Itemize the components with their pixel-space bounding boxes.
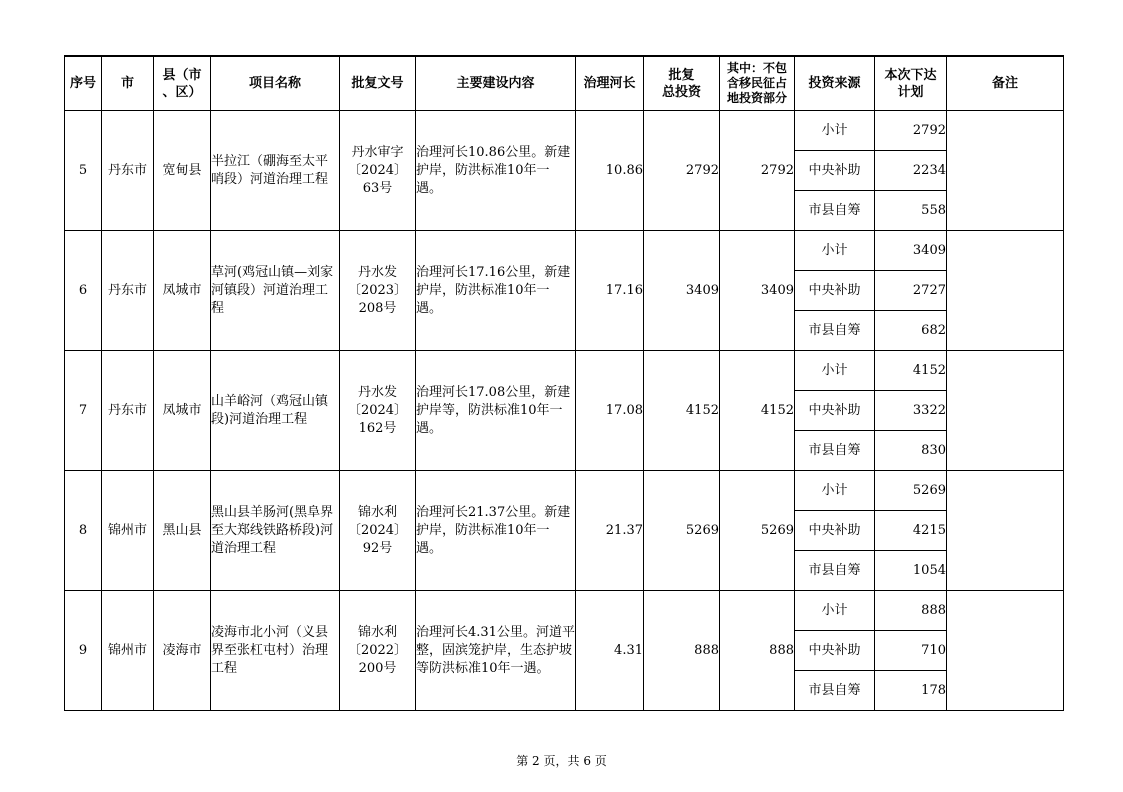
- cell-plan-amount: 2792: [875, 111, 947, 151]
- table-row: [65, 231, 1064, 271]
- table-body: [65, 111, 1064, 711]
- header-remark: 备注: [947, 56, 1064, 111]
- cell-remark: [947, 111, 1064, 231]
- project-table: [64, 55, 1064, 711]
- page-footer: 第 2 页，共 6 页: [516, 754, 607, 768]
- cell-approval-doc: 锦水利〔2022〕200号: [340, 591, 416, 711]
- header-county-text: 县（市 、区）: [162, 67, 202, 100]
- cell-project-name: 草河(鸡冠山镇—刘家河镇段）河道治理工程: [211, 231, 340, 351]
- cell-total-investment: 4152: [644, 351, 720, 471]
- header-content: 主要建设内容: [416, 56, 576, 111]
- cell-county: 黑山县: [154, 471, 211, 591]
- cell-source-label: 小计: [795, 231, 875, 271]
- cell-county: 凤城市: [154, 231, 211, 351]
- cell-source-label: 中央补助: [795, 631, 875, 671]
- cell-excluding-migration: 2792: [720, 111, 795, 231]
- cell-city: 丹东市: [102, 351, 154, 471]
- cell-source-label: 中央补助: [795, 271, 875, 311]
- cell-plan-amount: 558: [875, 191, 947, 231]
- cell-river-length: 17.16: [576, 231, 644, 351]
- cell-project-name: 半拉江（硼海至太平哨段）河道治理工程: [211, 111, 340, 231]
- header-seq: 序号: [65, 56, 102, 111]
- cell-plan-amount: 3409: [875, 231, 947, 271]
- cell-approval-doc: 丹水审字〔2024〕63号: [340, 111, 416, 231]
- cell-construction-content: 治理河长10.86公里。新建护岸，防洪标准10年一遇。: [416, 111, 576, 231]
- cell-source-label: 小计: [795, 111, 875, 151]
- header-excluding-migration: [720, 56, 795, 111]
- header-source: 投资来源: [795, 56, 875, 111]
- cell-total-investment: 888: [644, 591, 720, 711]
- cell-county: 凌海市: [154, 591, 211, 711]
- cell-plan-amount: 5269: [875, 471, 947, 511]
- cell-city: 丹东市: [102, 111, 154, 231]
- cell-plan-amount: 178: [875, 671, 947, 711]
- cell-source-label: 小计: [795, 351, 875, 391]
- cell-approval-doc: 丹水发〔2024〕162号: [340, 351, 416, 471]
- cell-construction-content: 治理河长17.16公里，新建护岸，防洪标准10年一遇。: [416, 231, 576, 351]
- table-row: [65, 471, 1064, 511]
- cell-remark: [947, 471, 1064, 591]
- cell-excluding-migration: 888: [720, 591, 795, 711]
- cell-river-length: 17.08: [576, 351, 644, 471]
- table-row: [65, 351, 1064, 391]
- cell-seq: 5: [65, 111, 102, 231]
- cell-construction-content: 治理河长17.08公里，新建护岸等，防洪标准10年一遇。: [416, 351, 576, 471]
- cell-city: 锦州市: [102, 471, 154, 591]
- cell-remark: [947, 591, 1064, 711]
- cell-plan-amount: 888: [875, 591, 947, 631]
- header-project: 项目名称: [211, 56, 340, 111]
- cell-source-label: 中央补助: [795, 511, 875, 551]
- cell-construction-content: 治理河长21.37公里。新建护岸，防洪标准10年一遇。: [416, 471, 576, 591]
- cell-project-name: 山羊峪河（鸡冠山镇段)河道治理工程: [211, 351, 340, 471]
- cell-plan-amount: 4215: [875, 511, 947, 551]
- cell-plan-amount: 710: [875, 631, 947, 671]
- cell-source-label: 中央补助: [795, 151, 875, 191]
- header-plan-text: 本次下达 计划: [884, 67, 937, 100]
- cell-seq: 8: [65, 471, 102, 591]
- cell-plan-amount: 2234: [875, 151, 947, 191]
- cell-seq: 7: [65, 351, 102, 471]
- cell-city: 丹东市: [102, 231, 154, 351]
- cell-plan-amount: 2727: [875, 271, 947, 311]
- table-row: [65, 591, 1064, 631]
- header-city: 市: [102, 56, 154, 111]
- cell-plan-amount: 3322: [875, 391, 947, 431]
- cell-source-label: 市县自筹: [795, 191, 875, 231]
- header-river-length: 治理河长: [576, 56, 644, 111]
- header-county: [154, 56, 211, 111]
- cell-source-label: 小计: [795, 591, 875, 631]
- header-total-investment-text: 批复 总投资: [661, 67, 701, 100]
- cell-construction-content: 治理河长4.31公里。河道平整，固滨笼护岸，生态护坡等防洪标准10年一遇。: [416, 591, 576, 711]
- cell-county: 凤城市: [154, 351, 211, 471]
- header-excluding-migration-text: 其中：不包 含移民征占 地投资部分: [726, 61, 787, 105]
- cell-excluding-migration: 5269: [720, 471, 795, 591]
- cell-total-investment: 3409: [644, 231, 720, 351]
- cell-plan-amount: 682: [875, 311, 947, 351]
- header-plan: [875, 56, 947, 111]
- cell-plan-amount: 4152: [875, 351, 947, 391]
- cell-county: 宽甸县: [154, 111, 211, 231]
- cell-seq: 9: [65, 591, 102, 711]
- header-total-investment: [644, 56, 720, 111]
- cell-source-label: 中央补助: [795, 391, 875, 431]
- cell-approval-doc: 丹水发〔2023〕208号: [340, 231, 416, 351]
- cell-total-investment: 5269: [644, 471, 720, 591]
- cell-source-label: 市县自筹: [795, 311, 875, 351]
- cell-plan-amount: 830: [875, 431, 947, 471]
- cell-river-length: 10.86: [576, 111, 644, 231]
- cell-source-label: 市县自筹: [795, 551, 875, 591]
- cell-source-label: 市县自筹: [795, 431, 875, 471]
- cell-plan-amount: 1054: [875, 551, 947, 591]
- cell-source-label: 小计: [795, 471, 875, 511]
- cell-remark: [947, 351, 1064, 471]
- header-approval-doc: 批复文号: [340, 56, 416, 111]
- cell-river-length: 21.37: [576, 471, 644, 591]
- cell-approval-doc: 锦水利〔2024〕92号: [340, 471, 416, 591]
- cell-seq: 6: [65, 231, 102, 351]
- cell-project-name: 黑山县羊肠河(黑阜界至大郑线铁路桥段)河道治理工程: [211, 471, 340, 591]
- cell-remark: [947, 231, 1064, 351]
- cell-project-name: 凌海市北小河（义县界至张杠屯村）治理工程: [211, 591, 340, 711]
- cell-city: 锦州市: [102, 591, 154, 711]
- header-row: [65, 56, 1064, 111]
- table-row: [65, 111, 1064, 151]
- cell-source-label: 市县自筹: [795, 671, 875, 711]
- cell-excluding-migration: 4152: [720, 351, 795, 471]
- cell-total-investment: 2792: [644, 111, 720, 231]
- cell-excluding-migration: 3409: [720, 231, 795, 351]
- cell-river-length: 4.31: [576, 591, 644, 711]
